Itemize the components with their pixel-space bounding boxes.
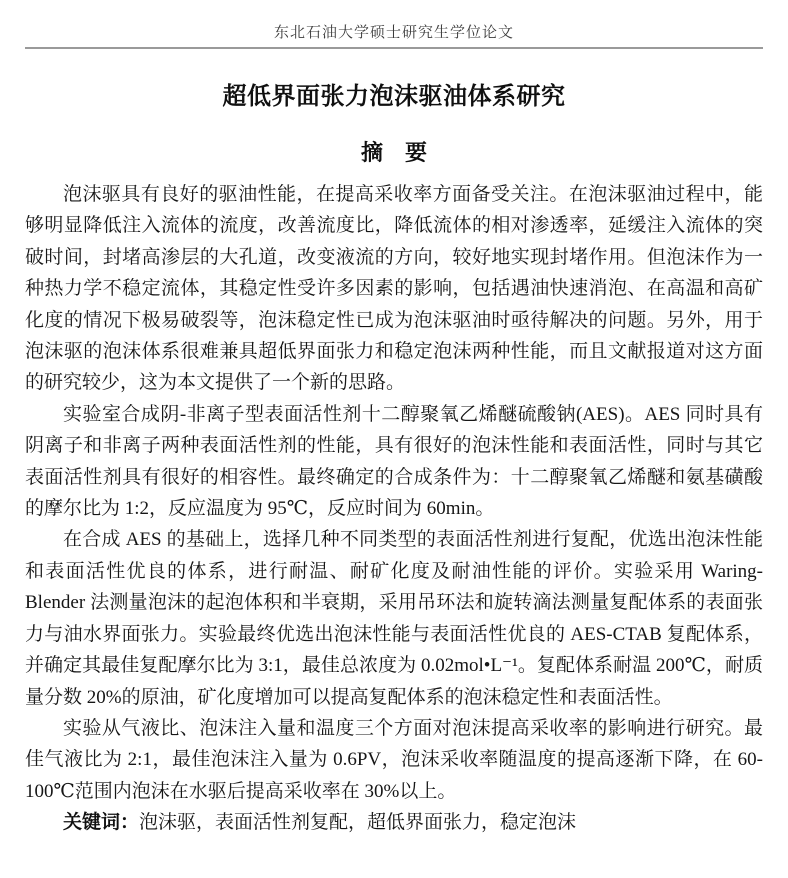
running-header: 东北石油大学硕士研究生学位论文 (273, 25, 514, 41)
document-title: 超低界面张力泡沫驱油体系研究 (222, 83, 566, 110)
keywords-label: 关键词： (63, 812, 140, 834)
abstract-paragraph-1: 泡沫驱具有良好的驱油性能，在提高采收率方面备受关注。在泡沫驱油过程中，能够明显降低注入流体的流度，改善流度比，降低流体的相对渗透率，延缓注入流体的突破时间，封堵高渗层的大孔道，改变液流的方向，较好地实现封堵作用。但泡沫作为一种热力学不稳定流体，其稳定性受许多因素的影响，包括遇油快速消泡、在高温和高矿化度的情况下极易破裂等，泡沫稳定性已成为泡沫驱油时亟待解决的问题。另外，用于泡沫驱的泡沫体系很难兼具超低界面张力和稳定泡沫两种性能，而且文献报道对这方面的研究较少，这为本文提供了一个新的思路。 (25, 184, 763, 394)
abstract-heading: 摘 要 (360, 140, 427, 165)
abstract-content (25, 179, 763, 839)
abstract-paragraph-4: 实验从气液比、泡沫注入量和温度三个方面对泡沫提高采收率的影响进行研究。最佳气液比为 2:1，最佳泡沫注入量为 0.6PV，泡沫采收率随温度的提高逐渐下降，在 60-100℃范围内泡沫在水驱后提高采收率在 30%以上。 (25, 717, 763, 802)
header-divider (25, 47, 763, 49)
abstract-paragraph-3: 在合成 AES 的基础上，选择几种不同类型的表面活性剂进行复配，优选出泡沫性能和表面活性优良的体系，进行耐温、耐矿化度及耐油性能的评价。实验采用 Waring-Blender 法测量泡沫的起泡体积和半衰期，采用吊环法和旋转滴法测量复配体系的表面张力与油水界面张力。实验最终优选出泡沫性能与表面活性优良的 AES-CTAB 复配体系，并确定其最佳复配摩尔比为 3:1，最佳总浓度为 0.02mol•L⁻¹。复配体系耐温 200℃，耐质量分数 20%的原油，矿化度增加可以提高复配体系的泡沫稳定性和表面活性。 (25, 529, 763, 708)
abstract-paragraph-2: 实验室合成阴-非离子型表面活性剂十二醇聚氧乙烯醚硫酸钠(AES)。AES 同时具有阴离子和非离子两种表面活性剂的性能，具有很好的泡沫性能和表面活性，同时与其它表面活性剂具有很好的相容性。最终确定的合成条件为：十二醇聚氧乙烯醚和氨基磺酸的摩尔比为 1:2，反应温度为 95℃，反应时间为 60min。 (25, 403, 763, 520)
keywords-line (25, 807, 763, 838)
keywords-text: 泡沫驱，表面活性剂复配，超低界面张力，稳定泡沫 (139, 812, 577, 834)
